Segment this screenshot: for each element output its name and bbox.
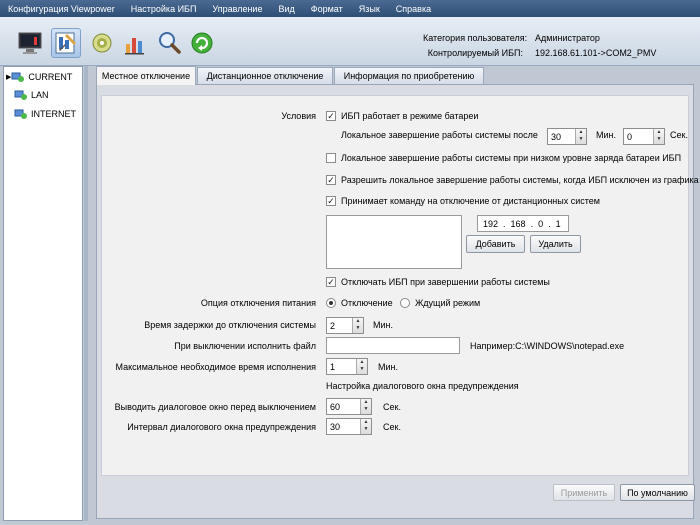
minutes-unit: Мин. (596, 130, 616, 140)
ups-excluded-label: Разрешить локальное завершение работы системы, когда ИБП исключен из графика (341, 175, 699, 185)
toolbar (0, 17, 700, 66)
dialog-before-spinner[interactable] (326, 398, 372, 415)
spinner-value: 1 (330, 361, 336, 372)
network-icon (11, 71, 25, 83)
checkbox-ups-excluded[interactable]: ✓ (327, 175, 335, 185)
menu-viewpower-config[interactable]: Конфигурация Viewpower (8, 3, 115, 14)
expand-arrow-icon[interactable]: ▶ (6, 74, 12, 81)
menu-language[interactable]: Язык (358, 3, 380, 14)
radio-shutdown[interactable] (326, 298, 336, 308)
ip-octet-3: 0 (538, 218, 544, 229)
radio-standby[interactable] (400, 298, 410, 308)
dialog-interval-unit: Сек. (383, 422, 401, 432)
ip-octet-2: 168 (510, 218, 526, 229)
low-battery-label: Локальное завершение работы системы при низком уровне заряда батареи ИБП (341, 153, 682, 163)
spinner-value: 60 (330, 401, 341, 412)
tree-item-label: LAN (31, 90, 49, 100)
tree-item-current[interactable] (6, 70, 72, 84)
radio-standby-label: Ждущий режим (415, 298, 481, 308)
add-button[interactable]: Добавить (466, 235, 525, 253)
user-category-label: Категория пользователя: (423, 33, 528, 43)
apply-button[interactable]: Применить (553, 484, 615, 501)
remote-hosts-list[interactable] (326, 215, 462, 269)
ip-address-input[interactable]: 192 . 168 . 0 . 1 (477, 215, 569, 232)
exec-file-label: При выключении исполнить файл (174, 341, 316, 351)
splitter[interactable] (84, 66, 88, 521)
seconds-unit: Сек. (670, 130, 688, 140)
configuration-icon[interactable] (51, 28, 81, 58)
menu-ups-settings[interactable]: Настройка ИБП (130, 3, 197, 14)
spinner-value: 2 (330, 320, 336, 331)
tab-local-shutdown[interactable]: Местное отключение (96, 66, 196, 85)
refresh-icon[interactable] (187, 28, 217, 58)
remote-command-label: Принимает команду на отключение от дистанционных систем (341, 196, 600, 206)
dialog-interval-spinner[interactable] (326, 418, 372, 435)
spinner-value: 30 (551, 131, 562, 142)
spin-down-icon[interactable]: ▼ (578, 136, 584, 142)
checkbox-turn-off-ups[interactable]: ✓ (327, 277, 335, 287)
checkbox-battery-mode[interactable]: ✓ (327, 111, 335, 121)
spin-up-icon[interactable]: ▲ (363, 419, 369, 425)
tree-item-lan[interactable] (14, 88, 49, 102)
ip-octet-1: 192 (483, 218, 499, 229)
tree-item-label: CURRENT (28, 72, 73, 82)
spinner-value: 30 (330, 421, 341, 432)
monitored-ups-label: Контролируемый ИБП: (427, 48, 523, 58)
tab-purchase-info[interactable]: Информация по приобретению (334, 67, 484, 84)
network-icon (14, 89, 28, 101)
menu-help[interactable]: Справка (395, 3, 432, 14)
spin-down-icon[interactable]: ▼ (363, 426, 369, 432)
shutdown-minutes-spinner[interactable] (547, 128, 587, 145)
monitor-icon[interactable] (16, 28, 46, 58)
checkbox-remote-command[interactable]: ✓ (327, 196, 335, 206)
search-icon[interactable] (154, 28, 184, 58)
dialog-section-title: Настройка диалогового окна предупреждения (326, 381, 519, 391)
max-exec-unit: Мин. (378, 362, 398, 372)
spin-up-icon[interactable]: ▲ (656, 129, 662, 135)
menu-bar (0, 0, 700, 17)
conditions-label: Условия (281, 111, 316, 121)
spin-down-icon[interactable]: ▼ (359, 366, 365, 372)
tab-remote-shutdown[interactable]: Дистанционное отключение (197, 67, 333, 84)
delete-button[interactable]: Удалить (530, 235, 581, 253)
delay-spinner[interactable] (326, 317, 364, 334)
tree-item-internet[interactable] (14, 107, 76, 121)
tree-item-label: INTERNET (31, 109, 76, 119)
device-tree (3, 66, 83, 521)
menu-control[interactable]: Управление (212, 3, 263, 14)
power-option-label: Опция отключения питания (200, 298, 316, 308)
monitored-ups-value: 192.168.61.101->COM2_PMV (535, 48, 657, 58)
local-shutdown-after-label: Локальное завершение работы системы после (341, 130, 538, 140)
spin-down-icon[interactable]: ▼ (656, 136, 662, 142)
spinner-value: 0 (627, 131, 633, 142)
user-category-value: Администратор (535, 33, 600, 43)
battery-mode-label: ИБП работает в режиме батареи (341, 111, 479, 121)
chart-icon[interactable] (120, 28, 150, 58)
delay-label: Время задержки до отключения системы (144, 320, 316, 330)
ip-octet-4: 1 (555, 218, 561, 229)
menu-format[interactable]: Формат (310, 3, 343, 14)
exec-example-text: Например:C:\WINDOWS\notepad.exe (470, 341, 625, 351)
dialog-before-unit: Сек. (383, 402, 401, 412)
spin-down-icon[interactable]: ▼ (363, 406, 369, 412)
dialog-interval-label: Интервал диалогового окна предупреждения (127, 422, 316, 432)
spin-up-icon[interactable]: ▲ (363, 399, 369, 405)
spin-up-icon[interactable]: ▲ (359, 359, 365, 365)
shutdown-seconds-spinner[interactable] (623, 128, 665, 145)
max-exec-spinner[interactable] (326, 358, 368, 375)
spin-up-icon[interactable]: ▲ (355, 318, 361, 324)
max-exec-label: Максимальное необходимое время исполнения (115, 362, 316, 372)
network-icon (14, 108, 28, 120)
disc-icon[interactable] (87, 28, 117, 58)
delay-unit: Мин. (373, 320, 393, 330)
menu-view[interactable]: Вид (278, 3, 295, 14)
checkbox-low-battery[interactable] (326, 153, 336, 163)
exec-file-input[interactable] (326, 337, 460, 354)
dialog-before-label: Выводить диалоговое окно перед выключением (114, 402, 316, 412)
turn-off-ups-label: Отключать ИБП при завершении работы системы (341, 277, 550, 287)
spin-up-icon[interactable]: ▲ (578, 129, 584, 135)
spin-down-icon[interactable]: ▼ (355, 325, 361, 331)
radio-shutdown-label: Отключение (341, 298, 393, 308)
default-button[interactable]: По умолчанию (620, 484, 695, 501)
